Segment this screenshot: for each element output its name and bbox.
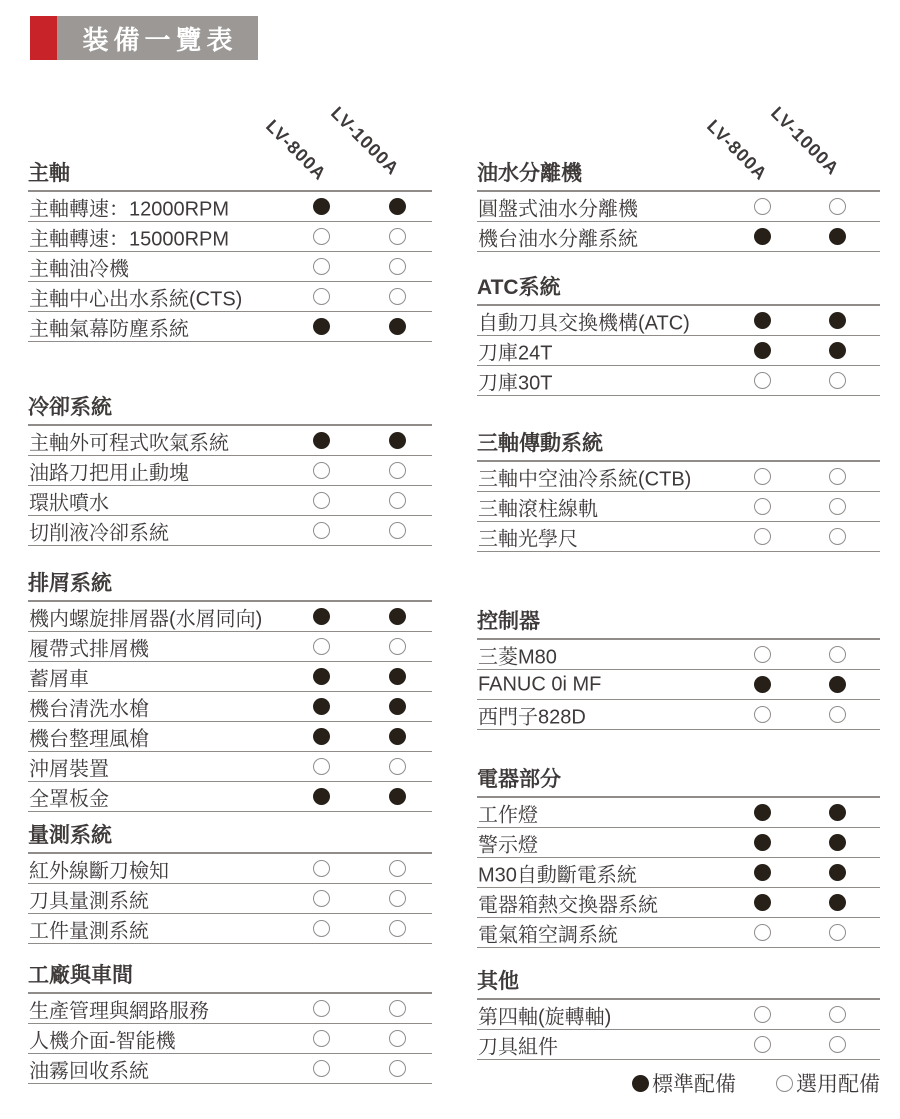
row-label: 機台清洗水槍 (29, 698, 149, 720)
model-header-lv800a: LV-800A (703, 115, 772, 185)
table-row (477, 700, 880, 730)
standard-dot-icon (389, 788, 406, 805)
row-label: 工作燈 (478, 804, 538, 826)
model-header-lv800a: LV-800A (262, 115, 331, 185)
optional-dot-icon (829, 372, 846, 389)
row-label: 機内螺旋排屑器(水屑同向) (29, 608, 263, 630)
standard-dot-icon (754, 312, 771, 329)
table-row (477, 336, 880, 366)
row-label: 沖屑裝置 (29, 758, 109, 780)
optional-dot-icon (754, 646, 771, 663)
row-label: 刀庫30T (478, 372, 553, 394)
standard-dot-icon (389, 728, 406, 745)
table-row (477, 888, 880, 918)
legend-standard (632, 1068, 736, 1098)
row-label: 自動刀具交換機構(ATC) (478, 312, 690, 334)
section (28, 394, 432, 546)
row-label: 三軸中空油冷系統(CTB) (478, 468, 692, 490)
table-row (28, 1054, 432, 1084)
table-row (28, 632, 432, 662)
table-row (28, 782, 432, 812)
standard-dot-icon (389, 318, 406, 335)
standard-dot-icon (754, 804, 771, 821)
section (477, 968, 880, 1060)
optional-dot-icon (754, 528, 771, 545)
table-row (28, 516, 432, 546)
optional-dot-icon (829, 498, 846, 515)
optional-dot-icon (754, 198, 771, 215)
optional-dot-icon (754, 924, 771, 941)
row-label: 第四軸(旋轉軸) (478, 1006, 612, 1028)
optional-dot-icon (389, 1000, 406, 1017)
section-title: 排屑系統 (28, 570, 432, 602)
row-label: 工件量測系統 (29, 920, 149, 942)
standard-dot-icon (313, 432, 330, 449)
page-title: 装備一覽表 (82, 24, 238, 55)
row-label: 圓盤式油水分離機 (478, 198, 638, 220)
table-row (28, 854, 432, 884)
table-row (477, 918, 880, 948)
optional-dot-icon (829, 706, 846, 723)
row-label: M30自動斷電系統 (478, 864, 637, 886)
optional-dot-icon (829, 646, 846, 663)
row-label: 三軸滾柱線軌 (478, 498, 598, 520)
optional-dot-icon (776, 1075, 793, 1092)
row-label: 主軸油冷機 (29, 258, 129, 280)
row-label: 主軸外可程式吹氣系統 (29, 432, 229, 454)
table-row (28, 426, 432, 456)
row-label: 機台油水分離系統 (478, 228, 638, 250)
optional-dot-icon (754, 498, 771, 515)
standard-dot-icon (389, 698, 406, 715)
table-row (28, 192, 432, 222)
optional-dot-icon (754, 1006, 771, 1023)
standard-dot-icon (313, 668, 330, 685)
row-label: 機台整理風槍 (29, 728, 149, 750)
row-label: 生產管理與網路服務 (29, 1000, 209, 1022)
row-label: 人機介面-智能機 (29, 1030, 176, 1052)
optional-dot-icon (313, 1060, 330, 1077)
standard-dot-icon (829, 342, 846, 359)
optional-dot-icon (313, 890, 330, 907)
section-title: 控制器 (477, 608, 880, 640)
standard-dot-icon (313, 318, 330, 335)
table-row (28, 722, 432, 752)
section-title: 三軸傳動系統 (477, 430, 880, 462)
row-label: 切削液冷卻系統 (29, 522, 169, 544)
optional-dot-icon (829, 468, 846, 485)
optional-dot-icon (829, 1006, 846, 1023)
optional-dot-icon (313, 462, 330, 479)
row-label: 主軸中心出水系統(CTS) (29, 288, 243, 310)
standard-dot-icon (389, 608, 406, 625)
table-row (477, 222, 880, 252)
table-row (28, 602, 432, 632)
optional-dot-icon (829, 924, 846, 941)
row-label: 電氣箱空調系統 (478, 924, 618, 946)
table-row (28, 752, 432, 782)
table-row (28, 456, 432, 486)
legend-optional (776, 1068, 880, 1098)
row-label: 電器箱熱交換器系統 (478, 894, 658, 916)
table-row (28, 994, 432, 1024)
section (477, 274, 880, 396)
section (477, 430, 880, 552)
row-label: 油路刀把用止動塊 (29, 462, 189, 484)
standard-dot-icon (313, 698, 330, 715)
table-row (477, 828, 880, 858)
optional-dot-icon (389, 920, 406, 937)
optional-dot-icon (313, 1000, 330, 1017)
standard-dot-icon (754, 894, 771, 911)
optional-dot-icon (313, 920, 330, 937)
standard-dot-icon (313, 788, 330, 805)
optional-dot-icon (313, 492, 330, 509)
section-title: 工廠與車間 (28, 962, 432, 994)
row-label: 西門子828D (478, 706, 586, 728)
optional-dot-icon (313, 638, 330, 655)
optional-dot-icon (389, 492, 406, 509)
table-row (477, 1030, 880, 1060)
optional-dot-icon (389, 228, 406, 245)
table-row (477, 492, 880, 522)
standard-dot-icon (754, 676, 771, 693)
row-label: 環狀噴水 (29, 492, 109, 514)
table-row (28, 252, 432, 282)
table-row (477, 462, 880, 492)
optional-dot-icon (389, 288, 406, 305)
table-row (477, 1000, 880, 1030)
table-row (28, 1024, 432, 1054)
optional-dot-icon (829, 1036, 846, 1053)
row-label: 警示燈 (478, 834, 538, 856)
section-title: 冷卻系統 (28, 394, 432, 426)
table-row (477, 366, 880, 396)
row-label: 油霧回收系統 (29, 1060, 149, 1082)
optional-dot-icon (389, 758, 406, 775)
table-row (28, 914, 432, 944)
optional-dot-icon (829, 528, 846, 545)
standard-dot-icon (313, 608, 330, 625)
optional-dot-icon (829, 198, 846, 215)
row-label: 全罩板金 (29, 788, 109, 810)
row-label: 蓄屑車 (29, 668, 89, 690)
optional-dot-icon (754, 706, 771, 723)
optional-dot-icon (389, 890, 406, 907)
standard-dot-icon (754, 342, 771, 359)
row-label: 刀具量測系統 (29, 890, 149, 912)
optional-dot-icon (313, 258, 330, 275)
table-row (28, 312, 432, 342)
standard-dot-icon (754, 834, 771, 851)
standard-dot-icon (313, 198, 330, 215)
section-title: 電器部分 (477, 766, 880, 798)
table-row (477, 858, 880, 888)
table-row (477, 306, 880, 336)
standard-dot-icon (829, 804, 846, 821)
standard-dot-icon (313, 728, 330, 745)
optional-dot-icon (754, 372, 771, 389)
table-row (28, 884, 432, 914)
page-header (30, 16, 258, 60)
model-header-lv1000a: LV-1000A (327, 102, 404, 180)
section-title: 油水分離機 (477, 160, 880, 192)
optional-dot-icon (313, 522, 330, 539)
standard-dot-icon (389, 668, 406, 685)
row-label: FANUC 0i MF (478, 673, 602, 695)
section (28, 160, 432, 342)
standard-dot-icon (632, 1075, 649, 1092)
optional-dot-icon (389, 258, 406, 275)
section (28, 962, 432, 1084)
section-title: 量測系統 (28, 822, 432, 854)
row-label: 主軸轉速：15000RPM (29, 228, 230, 250)
standard-dot-icon (754, 228, 771, 245)
legend-optional-label: 選用配備 (796, 1073, 880, 1096)
table-row (477, 640, 880, 670)
optional-dot-icon (389, 860, 406, 877)
optional-dot-icon (389, 1060, 406, 1077)
table-row (477, 522, 880, 552)
optional-dot-icon (389, 638, 406, 655)
row-label: 主軸氣幕防塵系統 (29, 318, 189, 340)
table-row (28, 662, 432, 692)
row-label: 主軸轉速：12000RPM (29, 198, 230, 220)
model-header-lv1000a: LV-1000A (767, 102, 844, 180)
row-label: 紅外線斷刀檢知 (29, 860, 169, 882)
table-row (477, 670, 880, 700)
standard-dot-icon (829, 228, 846, 245)
red-accent-block (30, 16, 57, 60)
optional-dot-icon (754, 468, 771, 485)
standard-dot-icon (829, 864, 846, 881)
table-row (28, 282, 432, 312)
optional-dot-icon (313, 758, 330, 775)
table-row (477, 798, 880, 828)
optional-dot-icon (313, 288, 330, 305)
equipment-table-left (28, 160, 432, 1084)
table-row (477, 192, 880, 222)
optional-dot-icon (754, 1036, 771, 1053)
section (477, 766, 880, 948)
legend-standard-label: 標準配備 (652, 1073, 736, 1096)
table-row (28, 692, 432, 722)
standard-dot-icon (829, 834, 846, 851)
optional-dot-icon (313, 228, 330, 245)
equipment-table-right (477, 160, 880, 1060)
optional-dot-icon (313, 860, 330, 877)
standard-dot-icon (829, 676, 846, 693)
standard-dot-icon (829, 894, 846, 911)
section-title: 主軸 (28, 160, 432, 192)
optional-dot-icon (389, 462, 406, 479)
row-label: 三軸光學尺 (478, 528, 578, 550)
header-bar (57, 16, 258, 60)
standard-dot-icon (389, 432, 406, 449)
row-label: 刀具組件 (478, 1036, 558, 1058)
section-title: 其他 (477, 968, 880, 1000)
row-label: 履帶式排屑機 (29, 638, 149, 660)
standard-dot-icon (829, 312, 846, 329)
row-label: 刀庫24T (478, 342, 553, 364)
row-label: 三菱M80 (478, 646, 557, 668)
section (477, 608, 880, 730)
optional-dot-icon (313, 1030, 330, 1047)
optional-dot-icon (389, 522, 406, 539)
standard-dot-icon (389, 198, 406, 215)
optional-dot-icon (389, 1030, 406, 1047)
section (28, 822, 432, 944)
table-row (28, 486, 432, 516)
standard-dot-icon (754, 864, 771, 881)
section (28, 570, 432, 812)
table-row (28, 222, 432, 252)
section-title: ATC系統 (477, 274, 880, 306)
section (477, 160, 880, 252)
legend (477, 1068, 880, 1098)
